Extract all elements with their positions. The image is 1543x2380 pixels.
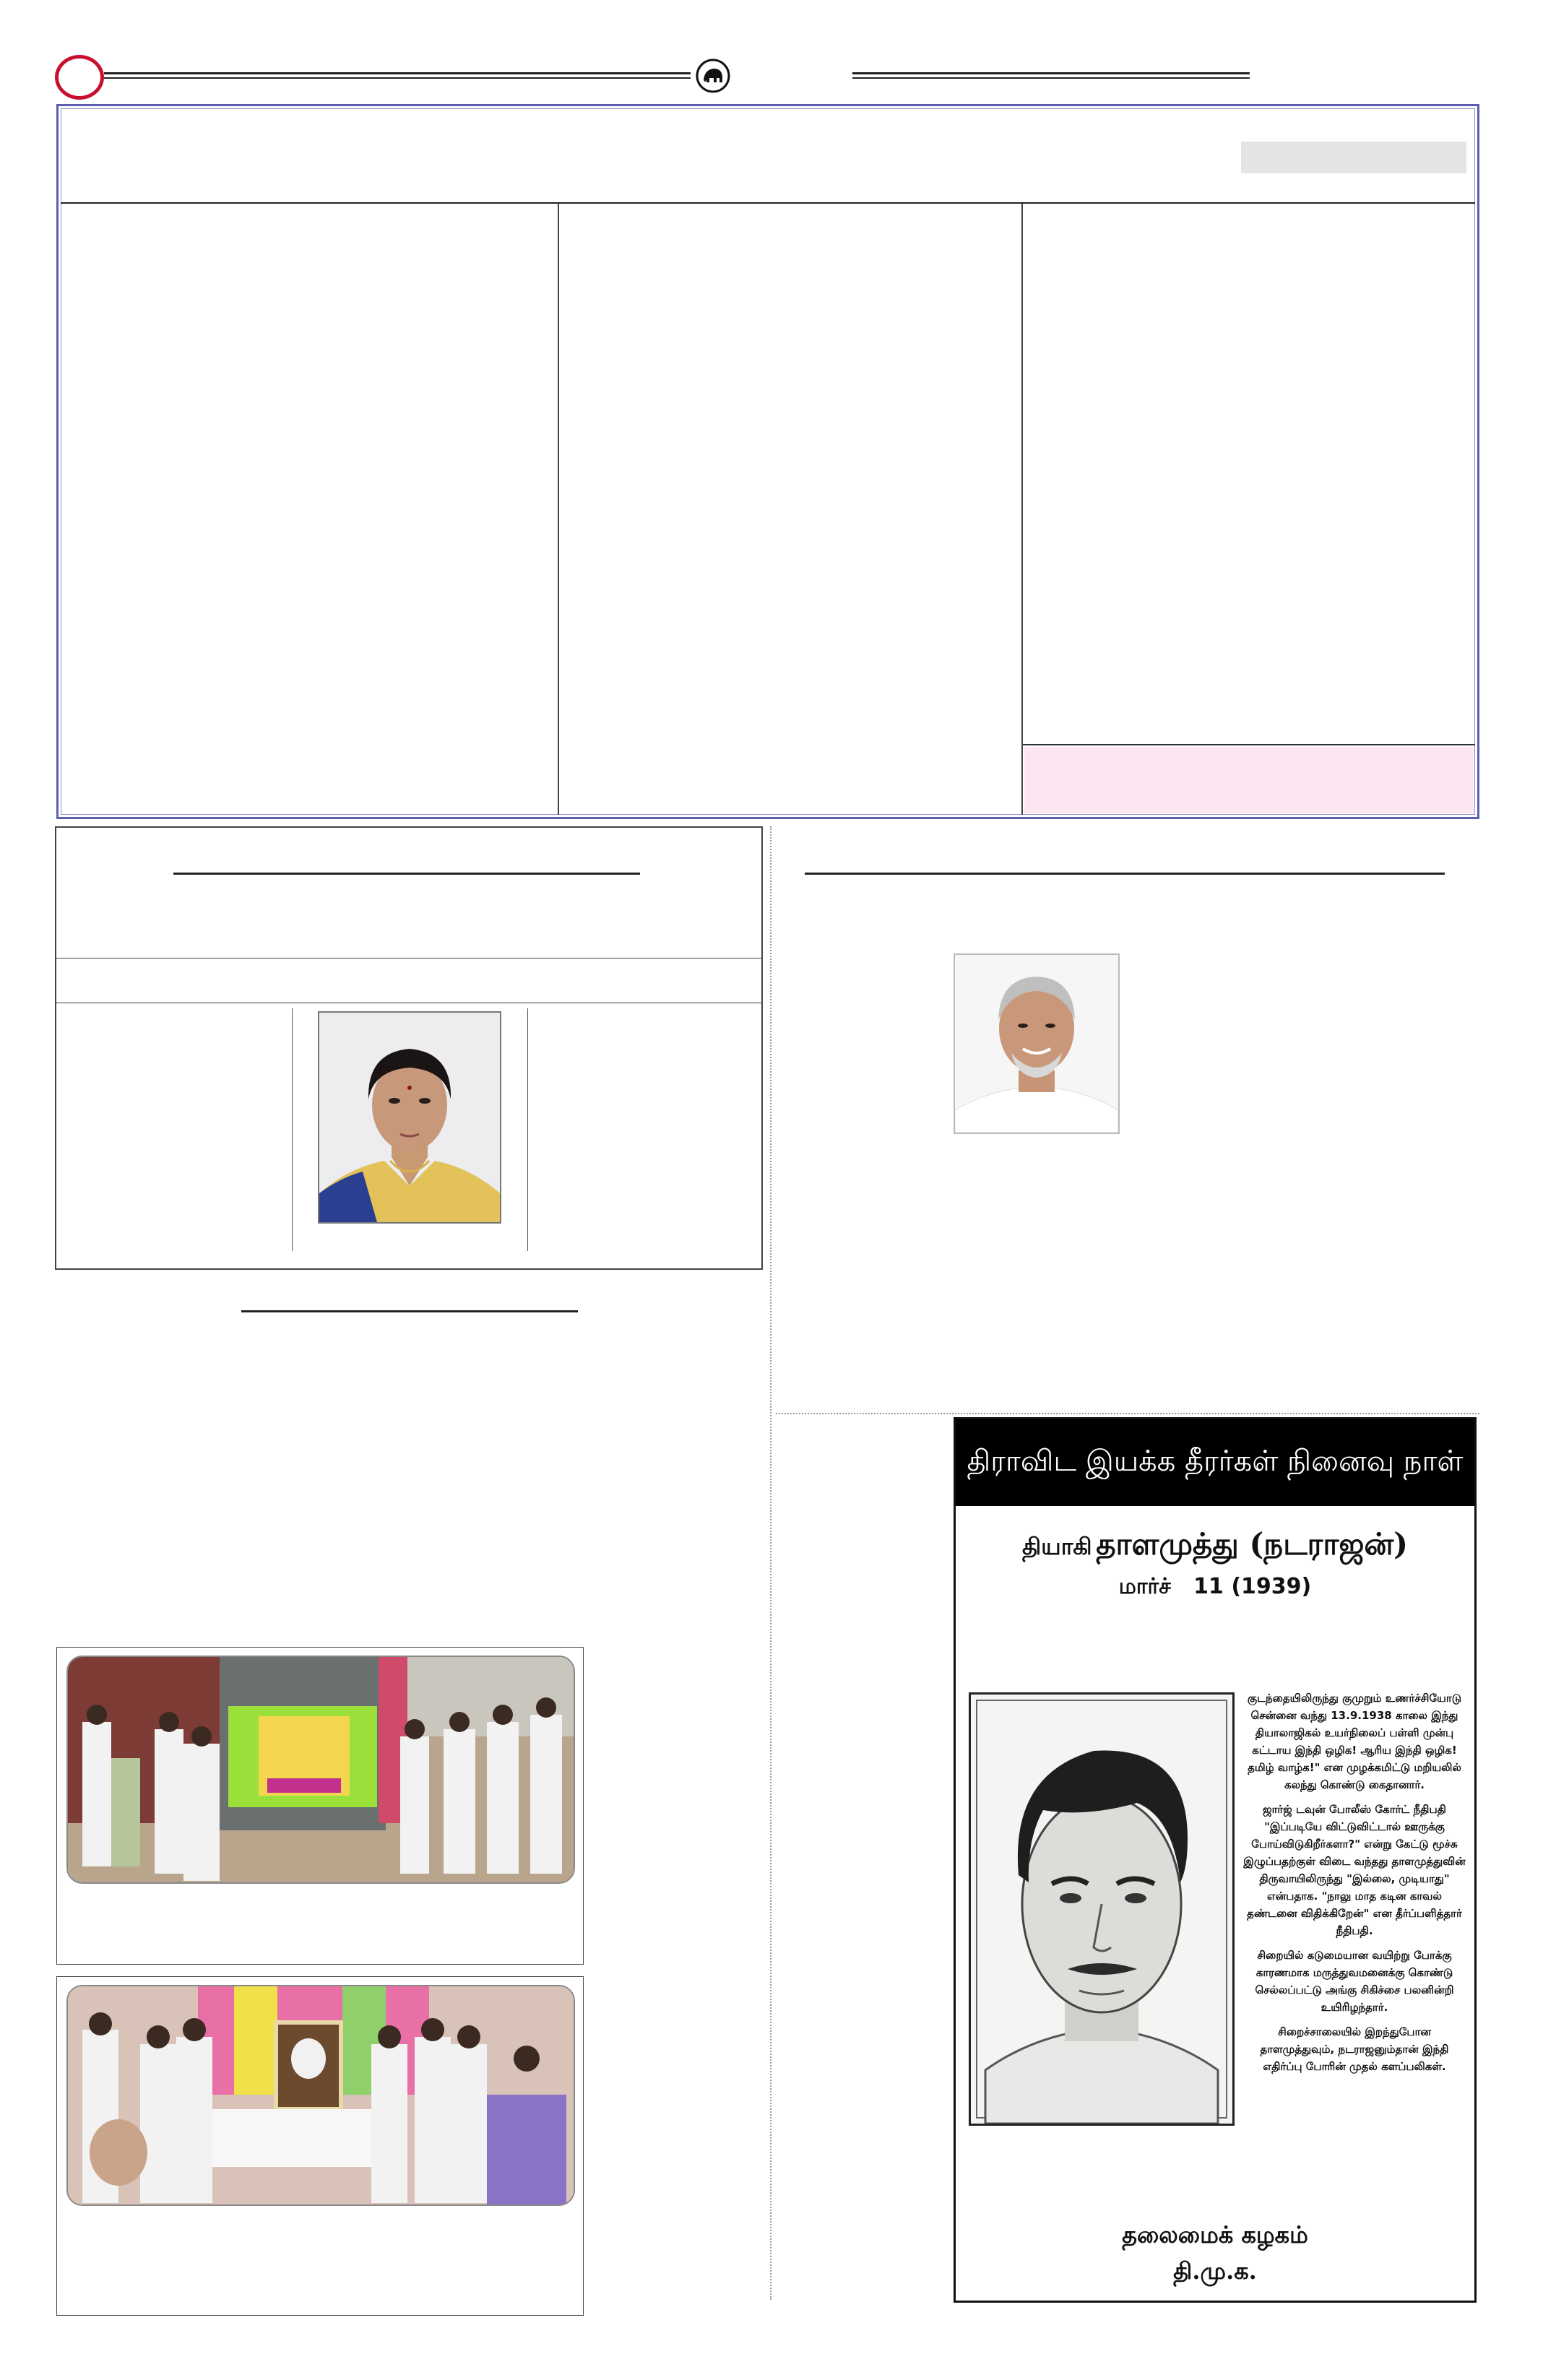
memorial-footer-line1: தலைமைக் கழகம்: [1122, 2221, 1308, 2249]
top-feature-inner-border: [61, 108, 1475, 815]
memorial-paragraph: ஜார்ஜ் டவுன் போலீஸ் கோர்ட் நீதிபதி "இப்படியே விட்டுவிட்டால் ஊருக்கு போய்விடுகிறீர்களா?" என்று கேட்டு மூச்சு இழுப்பதற்குள் விடை வந்தது தாளமுத்துவின் திருவாயிலிருந்து "இல்லை, முடியாது" என்பதாக. "நாலு மாத கடின காவல் தண்டனை விதிக்கிறேன்" என தீர்ப்பளித்தார் நீதிபதி.: [1243, 1803, 1466, 1937]
column-divider-1: [558, 204, 559, 815]
man-portrait-photo: [954, 953, 1120, 1134]
masthead-rule-right: [852, 72, 1250, 79]
memorial-name: தாளமுத்து (நடராஜன்): [1096, 1526, 1408, 1562]
memorial-date: மார்ச் 11 (1939): [1118, 1574, 1312, 1599]
memorial-banner-title: திராவிட இயக்க தீரர்கள் நினைவு நாள்: [967, 1444, 1464, 1478]
memorial-paragraph: சிறையில் கடுமையான வயிற்று போக்கு காரணமாக மருத்துவமனைக்கு கொண்டு செல்லப்பட்டு அங்கு சிகிச்சை பலனின்றி உயிரிழந்தார்.: [1255, 1949, 1454, 2014]
left-headline-rule: [241, 1310, 578, 1312]
left-box-col-divider-2: [527, 1008, 528, 1251]
left-box-headline-rule: [173, 873, 640, 875]
center-dotted-divider: [770, 826, 772, 2300]
elephant-emblem-icon: [695, 58, 731, 94]
masthead-rule-left: [104, 72, 691, 79]
memorial-advertisement: [954, 1417, 1477, 2303]
memorial-banner: [956, 1419, 1474, 1506]
circle-logo-icon: [55, 55, 104, 100]
memorial-paragraph: குடந்தையிலிருந்து குமுறும் உணர்ச்சியோடு சென்னை வந்து 13.9.1938 காலை இந்து தியாலாஜிகல் உயர்நிலைப் பள்ளி முன்பு கட்டாய இந்தி ஒழிக! ஆரிய இந்தி ஒழிக! தமிழ் வாழ்க!" என முழக்கமிட்டு மறியலில் கலந்து கொண்டு கைதானார்.: [1247, 1692, 1462, 1791]
memorial-name-prefix: தியாகி: [1022, 1533, 1092, 1560]
gray-label-tab: [1241, 142, 1466, 173]
bus-flagoff-photo: [66, 1656, 575, 1884]
pink-box-rule: [1023, 744, 1475, 745]
right-section-dotted-rule: [776, 1413, 1479, 1414]
memorial-name-line: [956, 1526, 1474, 1566]
right-headline-rule: [805, 873, 1445, 875]
memorial-footer-line2: தி.மு.க.: [1173, 2257, 1257, 2285]
pink-highlight-box: [1024, 747, 1474, 813]
tribute-event-photo: [66, 1985, 575, 2206]
memorial-paragraph: சிறைச்சாலையில் இறந்துபோன தாளமுத்துவும், நடராஜனும்தான் இந்தி எதிர்ப்பு போரின் முதல் களப்பலிகள்.: [1260, 2025, 1449, 2073]
left-box-divider-1: [56, 958, 761, 959]
column-divider-2: [1021, 204, 1023, 815]
header-divider: [61, 202, 1475, 204]
memorial-text-block: [1242, 1689, 1467, 2082]
woman-portrait-photo: [318, 1011, 501, 1224]
left-box-col-divider-1: [292, 1008, 293, 1251]
martyr-sketch-portrait: [969, 1692, 1235, 2126]
